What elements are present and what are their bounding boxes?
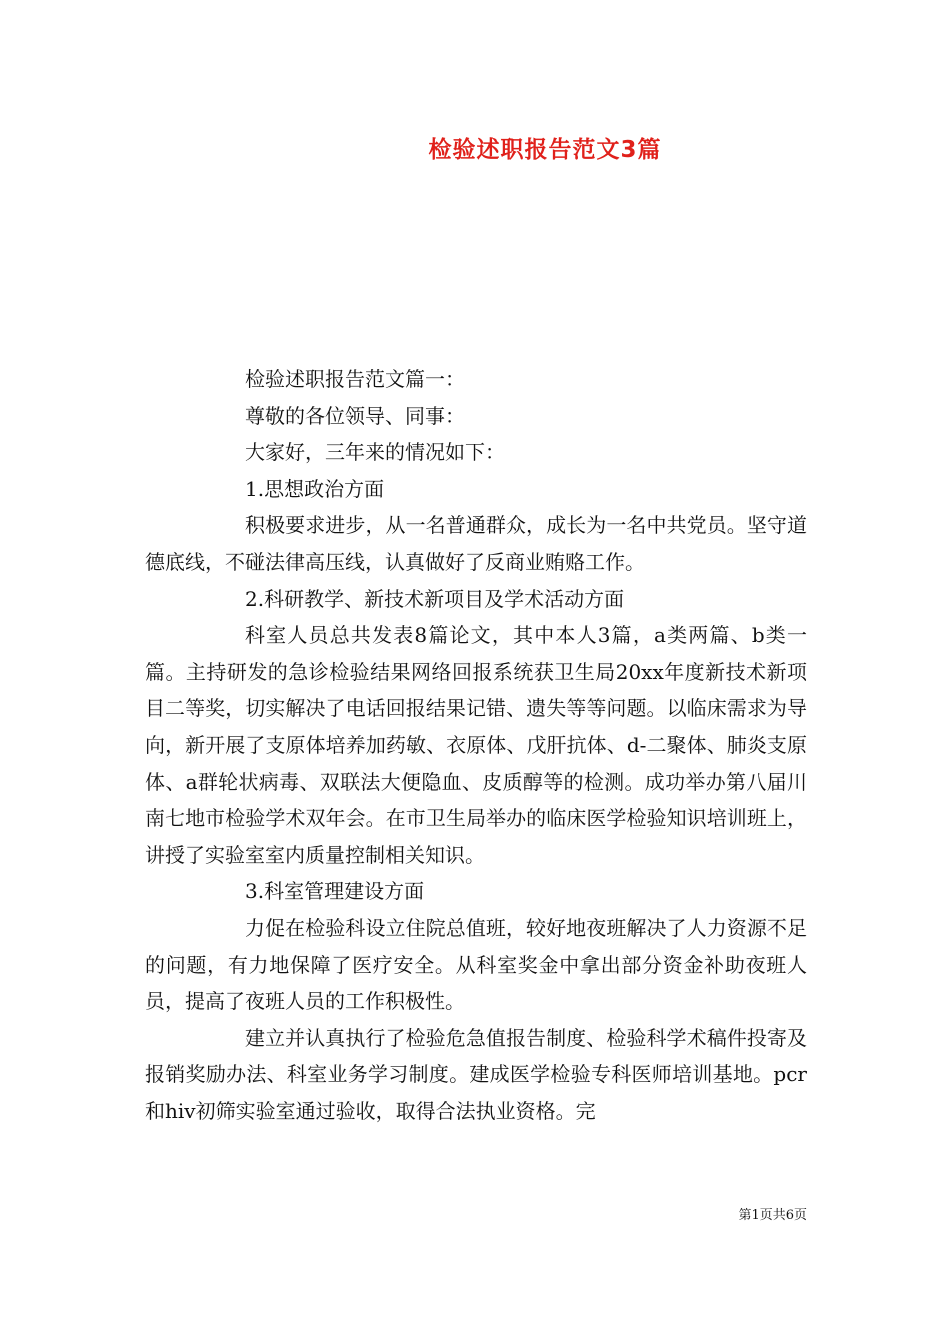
subheading-political: 1.思想政治方面 bbox=[245, 476, 385, 501]
paragraph-political: 积极要求进步，从一名普通群众，成长为一名中共党员。坚守道德底线，不碰法律高压线，认真做好了反商业贿赂工作。 bbox=[145, 513, 807, 574]
section-heading-part-one: 检验述职报告范文篇一： bbox=[245, 367, 465, 391]
document-body bbox=[145, 361, 807, 1129]
salutation: 尊敬的各位领导、同事： bbox=[245, 403, 465, 428]
document-title: 检验述职报告范文3篇 bbox=[428, 137, 662, 163]
subheading-research: 2.科研教学、新技术新项目及学术活动方面 bbox=[245, 586, 625, 611]
paragraph-management: 力促在检验科设立住院总值班，较好地夜班解决了人力资源不足的问题，有力地保障了医疗安全。从科室奖金中拿出部分资金补助夜班人员，提高了夜班人员的工作积极性。 bbox=[145, 915, 807, 1014]
greeting: 大家好，三年来的情况如下： bbox=[245, 440, 505, 465]
paragraph-regulations: 建立并认真执行了检验危急值报告制度、检验科学术稿件投寄及报销奖励办法、科室业务学习制度。建成医学检验专科医师培训基地。pcr和hiv初筛实验室通过验收，取得合法执业资格。完 bbox=[145, 1025, 807, 1123]
paragraph-research: 科室人员总共发表8篇论文，其中本人3篇，a类两篇、b类一篇。主持研发的急诊检验结果网络回报系统获卫生局20xx年度新技术新项目二等奖，切实解决了电话回报结果记错、遗失等等问题。以临床需求为导向，新开展了支原体培养加药敏、衣原体、戊肝抗体、d-二聚体、肺炎支原体、a群轮状病毒、双联法大便隐血、皮质醇等的检测。成功举办第八届川南七地市检验学术双年会。在市卫生局举办的临床医学检验知识培训班上，讲授了实验室室内质量控制相关知识。 bbox=[145, 623, 807, 867]
subheading-management: 3.科室管理建设方面 bbox=[245, 879, 425, 904]
page-number: 第1页共6页 bbox=[738, 1208, 807, 1223]
